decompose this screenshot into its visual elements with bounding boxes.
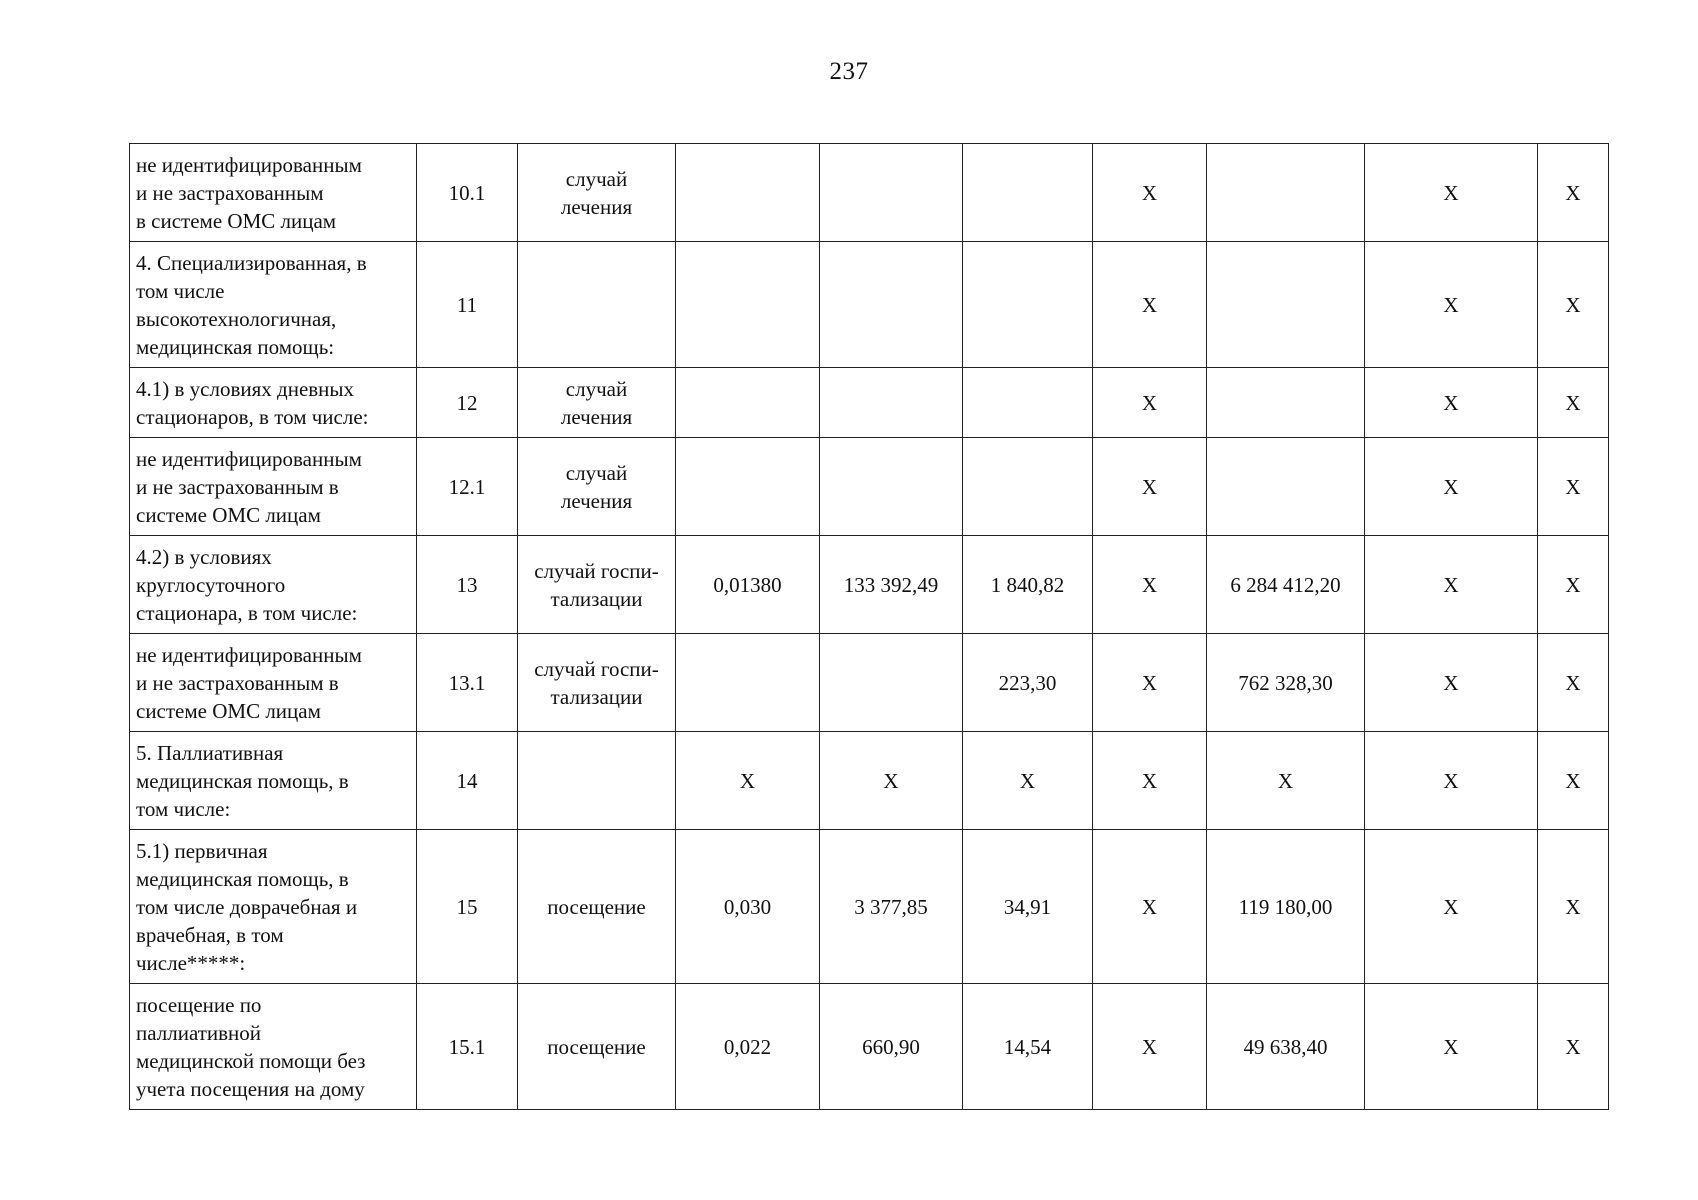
value-cell-c7: X [1093,984,1207,1110]
unit-line: случай госпи- [534,656,659,681]
row-number-cell: 13.1 [417,634,518,732]
row-name-cell [130,438,417,536]
value-cell-c5 [820,242,963,368]
value-cell-c5 [820,368,963,438]
value-cell-c5: 660,90 [820,984,963,1110]
value-cell-c7: X [1093,830,1207,984]
table-row [130,732,1609,830]
value-cell-c8 [1207,438,1365,536]
value-cell-c7: X [1093,242,1207,368]
unit-cell [518,634,676,732]
value-cell-c8 [1207,242,1365,368]
row-name-line: том числе доврачебная и [136,894,358,919]
value-cell-c5 [820,634,963,732]
row-name-line: посещение по [136,992,262,1017]
row-name-line: том числе: [136,796,231,821]
row-name-cell [130,368,417,438]
row-name-cell [130,242,417,368]
value-cell-c4: X [676,732,820,830]
value-cell-c4 [676,368,820,438]
value-cell-c7: X [1093,732,1207,830]
value-cell-c4 [676,144,820,242]
value-cell-c9: X [1365,536,1538,634]
unit-line: случай [565,376,628,401]
row-name-line: медицинская помощь, в [136,866,349,891]
value-cell-c10: X [1538,732,1609,830]
row-name-line: не идентифицированным [136,642,362,667]
data-table [129,143,1609,1110]
value-cell-c7: X [1093,368,1207,438]
row-name-cell [130,732,417,830]
value-cell-c8: 119 180,00 [1207,830,1365,984]
row-name-line: медицинская помощь: [136,334,335,359]
row-name-line: 5. Паллиативная [136,740,284,765]
table-row [130,830,1609,984]
row-name-line: в системе ОМС лицам [136,208,337,233]
unit-cell [518,242,676,368]
value-cell-c6 [963,242,1093,368]
row-number-cell: 15 [417,830,518,984]
row-number-cell: 12.1 [417,438,518,536]
value-cell-c6: 34,91 [963,830,1093,984]
value-cell-c5: 3 377,85 [820,830,963,984]
row-name-line: учета посещения на дому [136,1076,365,1101]
value-cell-c7: X [1093,438,1207,536]
value-cell-c9: X [1365,634,1538,732]
value-cell-c7: X [1093,536,1207,634]
unit-cell [518,536,676,634]
row-number-cell: 13 [417,536,518,634]
value-cell-c10: X [1538,438,1609,536]
value-cell-c9: X [1365,368,1538,438]
value-cell-c4 [676,438,820,536]
value-cell-c6 [963,368,1093,438]
value-cell-c6 [963,438,1093,536]
row-name-line: и не застрахованным в [136,670,339,695]
value-cell-c6: 1 840,82 [963,536,1093,634]
value-cell-c8: 762 328,30 [1207,634,1365,732]
unit-line: лечения [560,404,633,429]
table-body [130,144,1609,1110]
row-name-line: 4.2) в условиях [136,544,272,569]
row-name-cell [130,830,417,984]
value-cell-c10: X [1538,144,1609,242]
unit-line: посещение [547,1034,646,1059]
value-cell-c4: 0,01380 [676,536,820,634]
row-name-cell [130,536,417,634]
row-name-line: системе ОМС лицам [136,698,321,723]
value-cell-c4 [676,242,820,368]
value-cell-c10: X [1538,984,1609,1110]
row-number-cell: 11 [417,242,518,368]
row-name-line: не идентифицированным [136,446,362,471]
value-cell-c9: X [1365,144,1538,242]
row-name-line: системе ОМС лицам [136,502,321,527]
unit-line: случай [565,166,628,191]
row-name-line: паллиативной [136,1020,262,1045]
unit-line: случай [565,460,628,485]
table-row [130,536,1609,634]
table-row [130,438,1609,536]
row-name-line: медицинская помощь, в [136,768,349,793]
row-name-line: 5.1) первичная [136,838,268,863]
value-cell-c8: 49 638,40 [1207,984,1365,1110]
value-cell-c10: X [1538,830,1609,984]
value-cell-c10: X [1538,368,1609,438]
value-cell-c6 [963,144,1093,242]
row-name-line: врачебная, в том [136,922,284,947]
row-name-line: стационаров, в том числе: [136,404,369,429]
row-name-line: том числе [136,278,225,303]
row-number-cell: 14 [417,732,518,830]
unit-line: случай госпи- [534,558,659,583]
row-number-cell: 10.1 [417,144,518,242]
value-cell-c7: X [1093,634,1207,732]
table-row [130,144,1609,242]
value-cell-c4 [676,634,820,732]
unit-line: тализации [550,586,643,611]
unit-line: лечения [560,194,633,219]
value-cell-c8 [1207,144,1365,242]
row-name-line: круглосуточного [136,572,286,597]
row-name-line: высокотехнологичная, [136,306,337,331]
value-cell-c9: X [1365,732,1538,830]
unit-cell [518,144,676,242]
row-number-cell: 12 [417,368,518,438]
table-row [130,242,1609,368]
value-cell-c5: X [820,732,963,830]
value-cell-c8 [1207,368,1365,438]
value-cell-c6: 14,54 [963,984,1093,1110]
value-cell-c6: 223,30 [963,634,1093,732]
value-cell-c8: X [1207,732,1365,830]
row-name-line: 4.1) в условиях дневных [136,376,355,401]
value-cell-c5: 133 392,49 [820,536,963,634]
row-name-line: не идентифицированным [136,152,362,177]
row-name-cell [130,984,417,1110]
value-cell-c9: X [1365,242,1538,368]
unit-cell [518,984,676,1110]
table-row [130,984,1609,1110]
value-cell-c10: X [1538,536,1609,634]
row-name-cell [130,634,417,732]
page-number: 237 [829,58,869,85]
value-cell-c10: X [1538,634,1609,732]
value-cell-c8: 6 284 412,20 [1207,536,1365,634]
row-name-line: и не застрахованным [136,180,324,205]
row-number-cell: 15.1 [417,984,518,1110]
value-cell-c5 [820,144,963,242]
value-cell-c6: X [963,732,1093,830]
value-cell-c9: X [1365,984,1538,1110]
unit-line: посещение [547,894,646,919]
value-cell-c4: 0,030 [676,830,820,984]
unit-cell [518,830,676,984]
value-cell-c5 [820,438,963,536]
value-cell-c9: X [1365,830,1538,984]
value-cell-c7: X [1093,144,1207,242]
table-row [130,368,1609,438]
row-name-line: и не застрахованным в [136,474,339,499]
row-name-line: медицинской помощи без [136,1048,366,1073]
value-cell-c9: X [1365,438,1538,536]
unit-cell [518,732,676,830]
unit-cell [518,368,676,438]
value-cell-c4: 0,022 [676,984,820,1110]
row-name-line: числе*****: [136,950,246,975]
unit-line: лечения [560,488,633,513]
row-name-cell [130,144,417,242]
unit-line: тализации [550,684,643,709]
row-name-line: 4. Специализированная, в [136,250,367,275]
row-name-line: стационара, в том числе: [136,600,358,625]
value-cell-c10: X [1538,242,1609,368]
unit-cell [518,438,676,536]
table-row [130,634,1609,732]
